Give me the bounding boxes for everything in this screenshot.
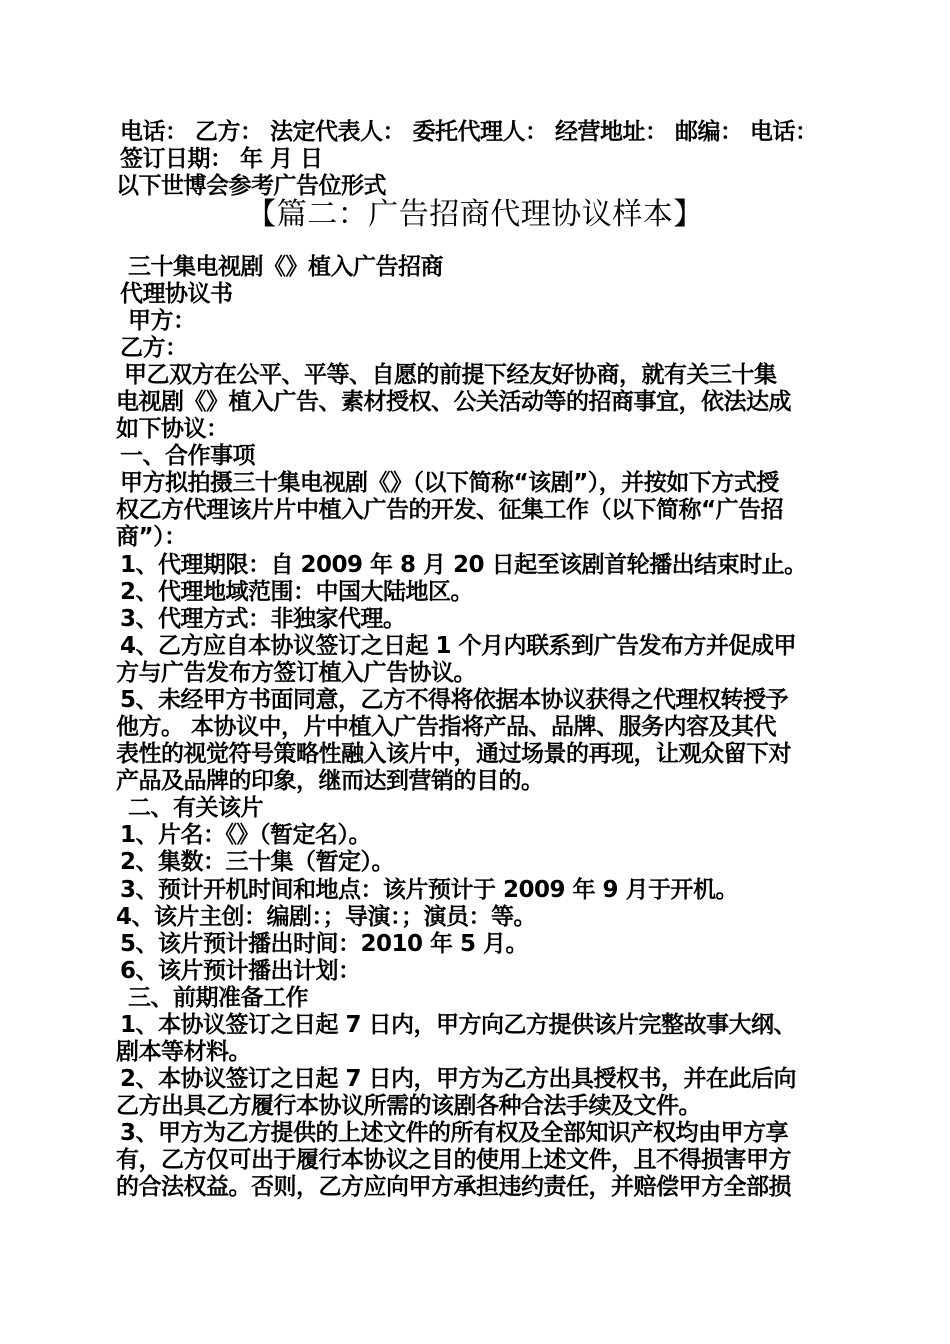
- body-line: 有，乙方仅可出于履行本协议之目的使用上述文件，且不得损害甲方: [116, 1147, 791, 1173]
- body-line: 二、有关该片: [128, 795, 263, 821]
- body-line: 的合法权益。否则，乙方应向甲方承担违约责任，并赔偿甲方全部损: [116, 1174, 791, 1200]
- body-line: 3、甲方为乙方提供的上述文件的所有权及全部知识产权均由甲方享: [120, 1120, 789, 1146]
- header-line: 以下世博会参考广告位形式: [116, 173, 386, 199]
- body-line: 1、本协议签订之日起 7 日内，甲方向乙方提供该片完整故事大纲、: [120, 1012, 797, 1038]
- header-line: 签订日期： 年 月 日: [120, 146, 323, 172]
- body-line: 乙方：: [120, 335, 188, 361]
- body-line: 方与广告发布方签订植入广告协议。: [116, 660, 476, 686]
- body-line: 2、本协议签订之日起 7 日内，甲方为乙方出具授权书，并在此后向: [120, 1066, 797, 1092]
- body-line: 产品及品牌的印象，继而达到营销的目的。: [116, 768, 544, 794]
- body-line: 6、该片预计播出计划：: [120, 958, 361, 984]
- body-line: 甲方拟拍摄三十集电视剧《》（以下简称“该剧”），并按如下方式授: [120, 470, 779, 496]
- body-line: 5、未经甲方书面同意，乙方不得将依据本协议获得之代理权转授予: [120, 687, 789, 713]
- body-line: 电视剧《》植入广告、素材授权、公关活动等的招商事宜，依法达成: [116, 389, 791, 415]
- body-line: 三十集电视剧《》植入广告招商: [128, 254, 443, 280]
- body-line: 商”）：: [116, 524, 187, 550]
- body-line: 1、片名：《》（暂定名）。: [120, 822, 372, 848]
- header-line: 电话： 乙方： 法定代表人： 委托代理人： 经营地址： 邮编： 电话：: [120, 119, 818, 145]
- body-line: 甲乙双方在公平、平等、自愿的前提下经友好协商，就有关三十集: [124, 362, 777, 388]
- body-line: 5、该片预计播出时间：2010 年 5 月。: [120, 931, 529, 957]
- body-line: 乙方出具乙方履行本协议所需的该剧各种合法手续及文件。: [116, 1093, 701, 1119]
- body-line: 表性的视觉符号策略性融入该片中，通过场景的再现，让观众留下对: [116, 741, 791, 767]
- body-line: 一、合作事项: [120, 443, 255, 469]
- body-line: 代理协议书: [120, 281, 233, 307]
- body-line: 1、代理期限：自 2009 年 8 月 20 日起至该剧首轮播出结束时止。: [120, 552, 807, 578]
- body-line: 剧本等材料。: [116, 1039, 251, 1065]
- body-line: 3、代理方式：非独家代理。: [120, 606, 406, 632]
- body-line: 他方。 本协议中，片中植入广告指将产品、品牌、服务内容及其代: [116, 714, 777, 740]
- body-line: 4、该片主创：编剧：；导演：；演员：等。: [116, 904, 537, 930]
- body-line: 3、预计开机时间和地点：该片预计于 2009 年 9 月于开机。: [120, 877, 739, 903]
- section-title: 【篇二：广告招商代理协议样本】: [246, 197, 704, 232]
- body-line: 甲方：: [128, 308, 196, 334]
- body-line: 2、集数：三十集（暂定）。: [120, 849, 395, 875]
- body-line: 三、前期准备工作: [128, 985, 308, 1011]
- body-line: 权乙方代理该片片中植入广告的开发、征集工作（以下简称“广告招: [116, 497, 784, 523]
- body-line: 2、代理地域范围：中国大陆地区。: [120, 579, 474, 605]
- body-line: 4、乙方应自本协议签订之日起 1 个月内联系到广告发布方并促成甲: [120, 633, 797, 659]
- body-line: 如下协议：: [116, 416, 229, 442]
